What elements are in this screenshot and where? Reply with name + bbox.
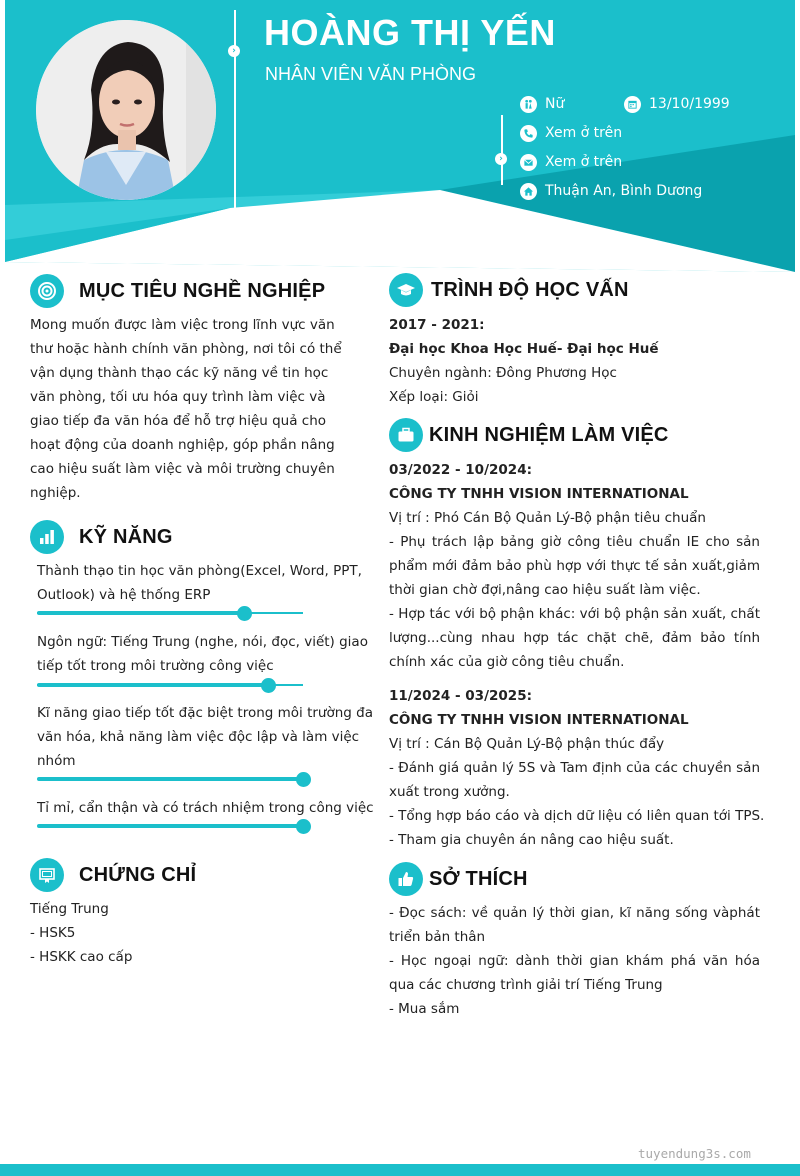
contact-divider-line [501,115,503,185]
education-section-title [389,273,629,307]
objective-line: thư hoặc hành chính văn phòng, nơi tôi có thể [30,341,342,357]
phone-value: Xem ở trên [545,125,623,141]
skill-text: văn hóa, khả năng làm việc độc lập và làm việc [37,729,360,745]
job-position: Vị trí : Phó Cán Bộ Quản Lý-Bộ phận tiêu chuẩn [389,510,706,526]
certificates-title: CHỨNG CHỈ [79,863,197,886]
hobby-item: - Mua sắm [389,1001,460,1017]
briefcase-icon [389,418,423,452]
job-duty: - Hợp tác với bộ phận khác: với bộ phận sản xuất, chất lượng...cùng nhau hợp tác chặt chẽ, đảm bảo tính chính xác của giờ công tiêu chuẩn. [389,606,760,670]
certificate-icon [30,858,64,892]
gender-value: Nữ [545,96,565,112]
experience-title: KINH NGHIỆM LÀM VIỆC [429,423,669,446]
skill-level-knob [261,678,276,693]
skill-text: Ngôn ngữ: Tiếng Trung (nghe, nói, đọc, viết) giao [37,634,368,650]
experience-section-title [389,418,669,452]
education-period: 2017 - 2021: [389,317,485,333]
skill-level-knob [237,606,252,621]
job-duty: - Phụ trách lập bảng giờ công tiêu chuẩn IE cho sản phẩm mới đảm bảo phù hợp với thực tế sản xuất,giảm thời gian chờ đợi,nâng cao hiệu suất làm việc. [389,534,760,598]
gender-icon [520,96,537,113]
job-duty: - Đánh giá quản lý 5S và Tam định của các chuyền sản xuất trong xưởng. [389,760,760,800]
phone-info [520,124,622,142]
education-school: Đại học Khoa Học Huế- Đại học Huế [389,341,659,357]
hobby-item: - Học ngoại ngữ: dành thời gian khám phá văn hóa qua các chương trình giải trí Tiếng Trung [389,953,760,993]
objective-line: văn phòng, tối ưu hóa quy trình làm việc và [30,389,326,405]
phone-icon [520,125,537,142]
objective-line: Mong muốn được làm việc trong lĩnh vực văn [30,317,335,333]
email-value: Xem ở trên [545,154,623,170]
education-major: Chuyên ngành: Đông Phương Học [389,365,617,381]
address-info [520,182,702,200]
skill-bar-fill [37,683,268,687]
certificate-line: - HSK5 [30,925,76,941]
email-info [520,153,622,171]
objective-title: MỤC TIÊU NGHỀ NGHIỆP [79,279,326,302]
skill-text: Tỉ mỉ, cẩn thận và có trách nhiệm trong công việc [37,800,374,816]
skills-title: KỸ NĂNG [79,525,173,548]
hobbies-section-title [389,862,528,896]
header-divider-dot: › [228,45,240,57]
skills-section-title [30,520,173,554]
education-grade: Xếp loại: Giỏi [389,389,479,405]
birthday-info [624,95,730,113]
footer-bar [0,1164,800,1176]
header-divider-line [234,10,236,208]
objective-line: nghiệp. [30,485,81,501]
hobby-item: - Đọc sách: về quản lý thời gian, kĩ năng sống vàphát triển bản thân [389,905,760,945]
job-period: 11/2024 - 03/2025: [389,688,532,704]
target-icon [30,274,64,308]
skill-text: Outlook) và hệ thống ERP [37,587,211,603]
skill-text: nhóm [37,753,76,769]
skill-text: Thành thạo tin học văn phòng(Excel, Word, PPT, [37,563,362,579]
home-icon [520,183,537,200]
contact-divider-dot: › [495,153,507,165]
skill-bar-fill [37,611,244,615]
skill-level-knob [296,819,311,834]
objective-section-title [30,274,325,308]
job-company: CÔNG TY TNHH VISION INTERNATIONAL [389,712,689,728]
calendar-icon [624,96,641,113]
address-value: Thuận An, Bình Dương [545,183,703,199]
objective-line: cao hiệu suất làm việc và môi trường chuyên [30,461,335,477]
objective-line: giao tiếp đa văn hóa để hỗ trợ hiệu quả cho [30,413,327,429]
certificates-section-title [30,858,196,892]
graduation-cap-icon [389,273,423,307]
objective-line: hoạt động của doanh nghiệp, góp phần nâng [30,437,335,453]
certificate-line: Tiếng Trung [30,901,109,917]
birthday-value: 13/10/1999 [649,96,730,112]
candidate-name: HOÀNG THỊ YẾN [264,12,556,53]
job-position: Vị trí : Cán Bộ Quản Lý-Bộ phận thúc đẩy [389,736,665,752]
gender-info [520,95,564,113]
candidate-job-title: NHÂN VIÊN VĂN PHÒNG [265,64,477,84]
email-icon [520,154,537,171]
certificate-line: - HSKK cao cấp [30,949,133,965]
watermark: tuyendung3s.com [638,1146,751,1161]
job-duty: - Tổng hợp báo cáo và dịch dữ liệu có liên quan tới TPS. [389,808,765,824]
thumbs-up-icon [389,862,423,896]
job-duty: - Tham gia chuyên án nâng cao hiệu suất. [389,832,674,848]
job-company: CÔNG TY TNHH VISION INTERNATIONAL [389,486,689,502]
skill-text: Kĩ năng giao tiếp tốt đặc biệt trong môi trường đa [37,705,373,721]
skill-level-knob [296,772,311,787]
education-title: TRÌNH ĐỘ HỌC VẤN [431,278,629,301]
skill-bar-fill [37,777,303,781]
hobbies-title: SỞ THÍCH [429,867,528,890]
profile-photo [36,20,216,200]
skill-text: tiếp tốt trong môi trường công việc [37,658,274,674]
objective-line: vận dụng thành thạo các kỹ năng về tin học [30,365,329,381]
skill-bar-fill [37,824,303,828]
bar-chart-icon [30,520,64,554]
job-period: 03/2022 - 10/2024: [389,462,532,478]
